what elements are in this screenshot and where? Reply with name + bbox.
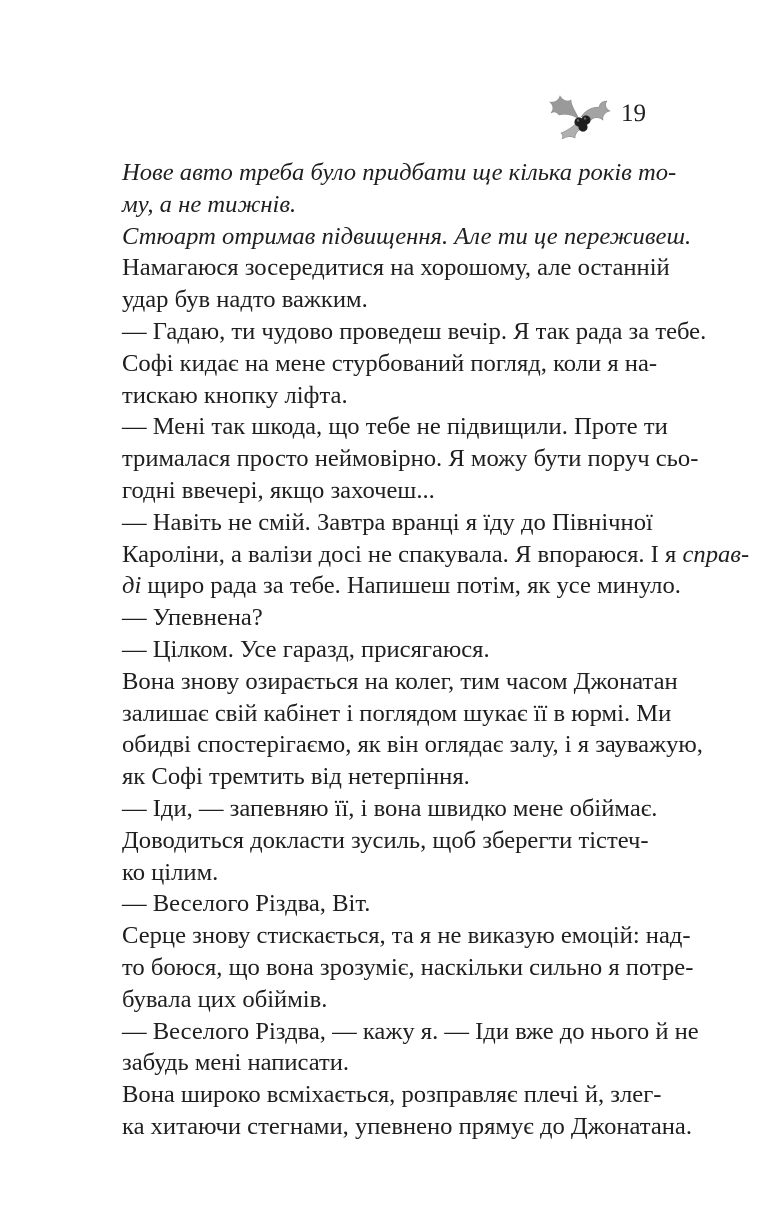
- text-line: ко цілим.: [122, 858, 219, 886]
- text-line: Намагаюся зосередитися на хорошому, але останній: [122, 254, 670, 282]
- paragraph: [122, 411, 699, 506]
- text-line: [122, 539, 750, 571]
- paragraph: [122, 1016, 699, 1080]
- paragraph: [122, 348, 658, 412]
- text-line: обидві спостерігаємо, як він оглядає залу, і я зауважую,: [122, 731, 703, 759]
- text-line: — Гадаю, ти чудово проведеш вечір. Я так рада за тебе.: [122, 317, 707, 345]
- text-line: — Упевнена?: [122, 604, 263, 632]
- page-header: [549, 88, 646, 140]
- text-run: щиро рада за тебе. Напишеш потім, як усе минуло.: [141, 572, 681, 600]
- text-line: — Мені так шкода, що тебе не підвищили. Проте ти: [122, 413, 668, 441]
- text-line: залишає свій кабінет і поглядом шукає її в юрмі. Ми: [122, 699, 672, 727]
- text-line: Вона широко всміхається, розправляє плечі й, злег-: [122, 1081, 662, 1109]
- text-line: тискаю кнопку ліфта.: [122, 381, 348, 409]
- paragraph: [122, 888, 646, 920]
- text-line: Вона знову озирається на колег, тим часом Джонатан: [122, 667, 678, 695]
- text-line: трималася просто неймовірно. Я можу бути поруч сьо-: [122, 445, 699, 473]
- text-line: [122, 570, 681, 602]
- emphasis-text: справ-: [682, 540, 750, 568]
- text-line: — Веселого Різдва, Віт.: [122, 890, 371, 918]
- text-line: — Веселого Різдва, — кажу я. — Іди вже до нього й не: [122, 1017, 699, 1045]
- paragraph: [122, 634, 646, 666]
- text-line: — Навіть не смій. Завтра вранці я їду до Північної: [122, 508, 653, 536]
- paragraph: [122, 602, 646, 634]
- text-line: як Софі тремтить від нетерпіння.: [122, 763, 470, 791]
- text-line: му, а не тижнів.: [122, 190, 297, 218]
- paragraph: [122, 252, 670, 316]
- page-number: 19: [621, 99, 646, 127]
- paragraph: [122, 157, 677, 221]
- paragraph: [122, 316, 707, 348]
- holly-icon: [549, 89, 611, 139]
- body-text: [122, 157, 750, 1143]
- text-line: бувала цих обіймів.: [122, 985, 328, 1013]
- text-line: Доводиться докласти зусиль, щоб зберегти тістеч-: [122, 826, 649, 854]
- paragraph: [122, 666, 703, 793]
- text-line: годні ввечері, якщо захочеш...: [122, 476, 435, 504]
- text-line: Серце знову стискається, та я не виказую емоцій: над-: [122, 922, 691, 950]
- text-run: Кароліни, а валізи досі не спакувала. Я впораюся. І я: [122, 540, 683, 568]
- paragraph: [122, 1079, 692, 1143]
- paragraph: [122, 825, 649, 889]
- text-line: удар був надто важким.: [122, 286, 368, 314]
- text-line: — Іди, — запевняю її, і вона швидко мене обіймає.: [122, 794, 658, 822]
- text-line: ка хитаючи стегнами, упевнено прямує до Джонатана.: [122, 1112, 692, 1140]
- text-line: Софі кидає на мене стурбований погляд, коли я на-: [122, 349, 658, 377]
- paragraph: [122, 221, 692, 253]
- paragraph: [122, 507, 750, 602]
- paragraph: [122, 793, 658, 825]
- text-line: — Цілком. Усе гаразд, присягаюся.: [122, 635, 490, 663]
- emphasis-text: ді: [122, 572, 142, 600]
- paragraph: [122, 920, 694, 1015]
- text-line: Нове авто треба було придбати ще кілька років то-: [122, 159, 677, 186]
- text-line: то боюся, що вона зрозуміє, наскільки сильно я потре-: [122, 953, 694, 981]
- text-line: Стюарт отримав підвищення. Але ти це переживеш.: [122, 222, 692, 250]
- text-line: забудь мені написати.: [122, 1049, 350, 1077]
